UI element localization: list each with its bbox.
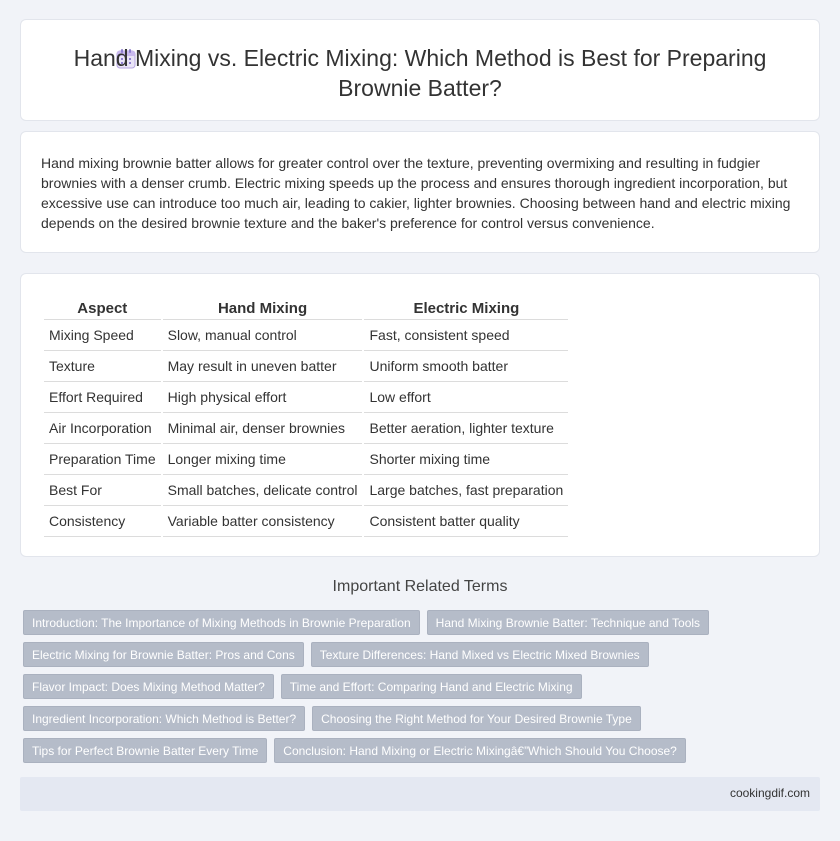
table-row (44, 320, 568, 351)
related-term-link[interactable]: Hand Mixing Brownie Batter: Technique and Tools (427, 610, 709, 635)
table-row (44, 506, 568, 537)
related-terms-list (23, 610, 783, 770)
table-cell: Small batches, delicate control (163, 475, 363, 506)
column-header-electric-mixing: Electric Mixing (364, 294, 568, 320)
comparison-card (20, 273, 820, 557)
table-cell: High physical effort (163, 382, 363, 413)
table-cell: Mixing Speed (44, 320, 161, 351)
tag-row (23, 642, 783, 667)
table-cell: Air Incorporation (44, 413, 161, 444)
header-card (20, 19, 820, 121)
related-term-link[interactable]: Introduction: The Importance of Mixing Methods in Brownie Preparation (23, 610, 420, 635)
table-cell: Texture (44, 351, 161, 382)
table-cell: May result in uneven batter (163, 351, 363, 382)
tag-row (23, 674, 783, 699)
related-term-link[interactable]: Choosing the Right Method for Your Desired Brownie Type (312, 706, 641, 731)
table-cell: Better aeration, lighter texture (364, 413, 568, 444)
table-cell: Fast, consistent speed (364, 320, 568, 351)
site-name: cookingdif.com (729, 786, 810, 800)
table-cell: Minimal air, denser brownies (163, 413, 363, 444)
intro-paragraph: Hand mixing brownie batter allows for greater control over the texture, preventing overmixing and resulting in fudgier brownies with a denser crumb. Electric mixing speeds up the process and ensures thorough ingredient incorporation, but excessive use can introduce too much air, leading to cakier, lighter brownies. Choosing between hand and electric mixing depends on the desired brownie texture and the baker's preference for control versus convenience. (41, 155, 791, 231)
table-cell: Shorter mixing time (364, 444, 568, 475)
column-header-aspect: Aspect (44, 294, 161, 320)
table-cell: Consistent batter quality (364, 506, 568, 537)
related-term-link[interactable]: Time and Effort: Comparing Hand and Electric Mixing (281, 674, 582, 699)
table-cell: Low effort (364, 382, 568, 413)
table-row (44, 351, 568, 382)
table-cell: Large batches, fast preparation (364, 475, 568, 506)
table-cell: Best For (44, 475, 161, 506)
related-term-link[interactable]: Tips for Perfect Brownie Batter Every Time (23, 738, 267, 763)
table-cell: Effort Required (44, 382, 161, 413)
table-row (44, 413, 568, 444)
page-title: Hand Mixing vs. Electric Mixing: Which Method is Best for Preparing Brownie Batter? (73, 45, 767, 101)
tag-row (23, 738, 783, 763)
table-cell: Longer mixing time (163, 444, 363, 475)
table-cell: Variable batter consistency (163, 506, 363, 537)
tag-row (23, 706, 783, 731)
related-term-link[interactable]: Flavor Impact: Does Mixing Method Matter? (23, 674, 274, 699)
intro-card (20, 131, 820, 253)
related-terms-title: Important Related Terms (332, 578, 508, 595)
tag-row (23, 610, 783, 635)
column-header-hand-mixing: Hand Mixing (163, 294, 363, 320)
table-cell: Slow, manual control (163, 320, 363, 351)
table-cell: Uniform smooth batter (364, 351, 568, 382)
table-row (44, 444, 568, 475)
table-cell: Consistency (44, 506, 161, 537)
table-cell: Preparation Time (44, 444, 161, 475)
related-term-link[interactable]: Ingredient Incorporation: Which Method is Better? (23, 706, 305, 731)
table-header-row (44, 294, 568, 320)
table-row (44, 475, 568, 506)
related-term-link[interactable]: Texture Differences: Hand Mixed vs Electric Mixed Brownies (311, 642, 649, 667)
table-row (44, 382, 568, 413)
comparison-table (42, 294, 570, 537)
related-term-link[interactable]: Conclusion: Hand Mixing or Electric Mixingâ€”Which Should You Choose? (274, 738, 686, 763)
related-term-link[interactable]: Electric Mixing for Brownie Batter: Pros and Cons (23, 642, 304, 667)
footer (20, 777, 820, 811)
